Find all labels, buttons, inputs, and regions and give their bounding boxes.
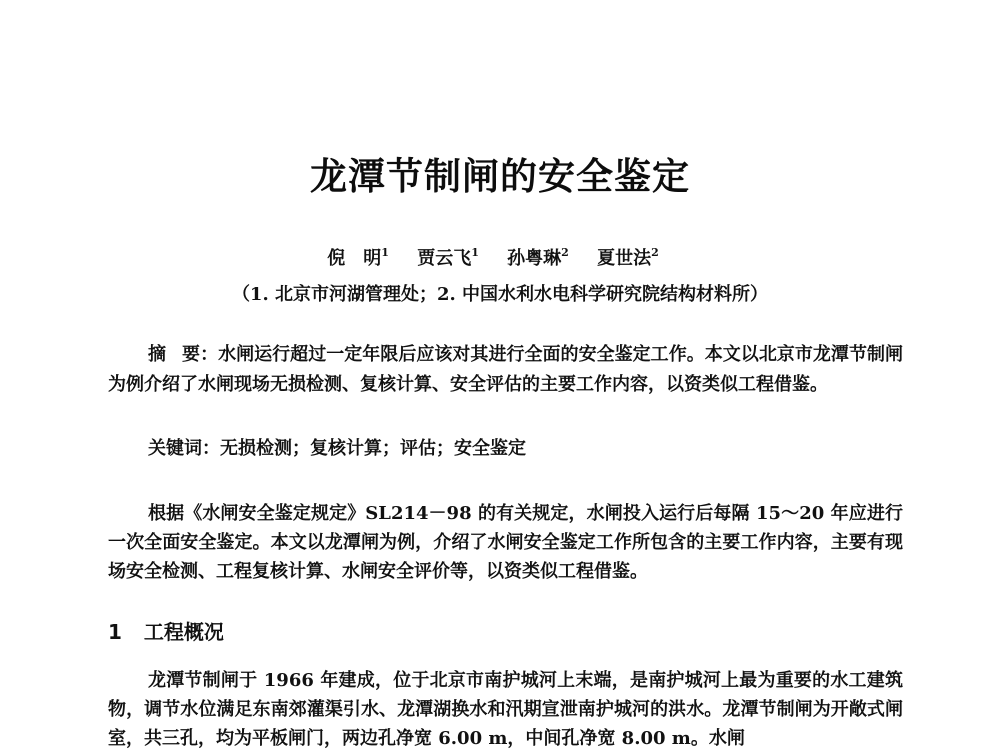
author-name: 夏世法 bbox=[597, 248, 652, 269]
abstract-label: 摘要 bbox=[148, 344, 217, 365]
section-title: 工程概况 bbox=[143, 620, 224, 644]
author-affiliation-mark: 2 bbox=[651, 246, 659, 259]
author-name: 倪 明 bbox=[327, 248, 382, 269]
keywords-line bbox=[148, 434, 903, 460]
affiliation-line: （1. 北京市河湖管理处；2. 中国水利水电科学研究院结构材料所） bbox=[231, 284, 769, 305]
intro-paragraph: 根据《水闸安全鉴定规定》SL214－98 的有关规定，水闸投入运行后每隔 15～20 年应进行一次全面安全鉴定。本文以龙潭闸为例，介绍了水闸安全鉴定工作所包含的主要工作内容，主要有现场安全检测、工程复核计算、水闸安全评价等，以资类似工程借鉴。 bbox=[108, 503, 903, 582]
author-list bbox=[0, 244, 1000, 270]
author-affiliation-mark: 1 bbox=[471, 246, 479, 259]
author-name: 贾云飞 bbox=[417, 248, 472, 269]
keywords-text: ：无损检测；复核计算；评估；安全鉴定 bbox=[202, 438, 526, 459]
section-body-paragraph: 龙潭节制闸于 1966 年建成，位于北京市南护城河上末端，是南护城河上最为重要的水工建筑物，调节水位满足东南郊灌渠引水、龙潭湖换水和汛期宣泄南护城河的洪水。龙潭节制闸为开敞式闸室，共三孔，均为平板闸门，两边孔净宽 6.00 m，中间孔净宽 8.00 m。水闸 bbox=[108, 670, 903, 749]
author-affiliation-mark: 2 bbox=[561, 246, 569, 259]
keywords-label: 关键词 bbox=[148, 438, 202, 459]
author-affiliation-mark: 1 bbox=[381, 246, 389, 259]
author-name: 孙粤琳 bbox=[507, 248, 562, 269]
section-number: 1 bbox=[108, 620, 122, 644]
paper-title: 龙潭节制闸的安全鉴定 bbox=[310, 155, 690, 198]
abstract-text: ：水闸运行超过一定年限后应该对其进行全面的安全鉴定工作。本文以北京市龙潭节制闸为例介绍了水闸现场无损检测、复核计算、安全评估的主要工作内容，以资类似工程借鉴。 bbox=[108, 344, 904, 395]
abstract-paragraph bbox=[108, 340, 903, 400]
section-heading bbox=[108, 616, 224, 645]
